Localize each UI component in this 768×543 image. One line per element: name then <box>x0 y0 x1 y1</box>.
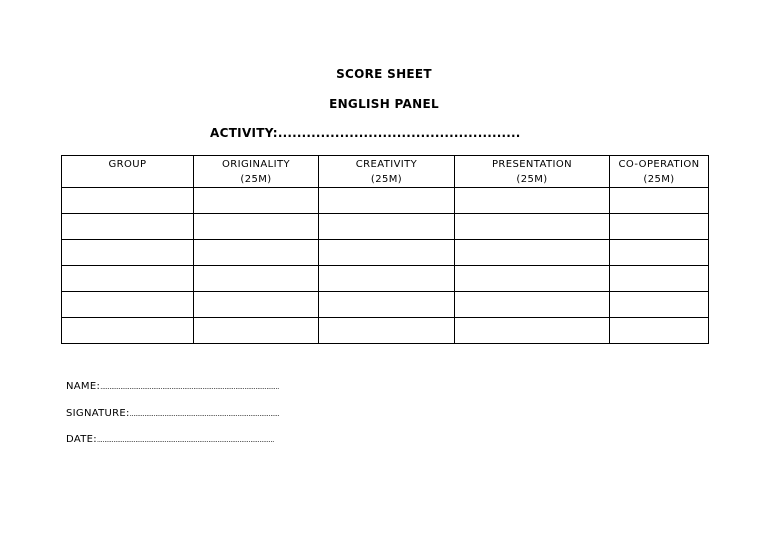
header-line2: (25M) <box>516 174 548 185</box>
page-subtitle: ENGLISH PANEL <box>329 97 439 111</box>
table-cell[interactable] <box>194 266 319 292</box>
header-cooperation <box>610 156 709 188</box>
header-line1: GROUP <box>108 159 147 170</box>
name-label: NAME: <box>66 381 101 392</box>
table-row <box>62 214 709 240</box>
activity-line <box>210 126 521 140</box>
table-cell[interactable] <box>455 318 610 344</box>
table-cell[interactable] <box>62 188 194 214</box>
table-cell[interactable] <box>610 188 709 214</box>
date-field[interactable] <box>66 434 274 445</box>
table-row <box>62 188 709 214</box>
table-cell[interactable] <box>610 318 709 344</box>
page-title: SCORE SHEET <box>336 67 432 81</box>
table-cell[interactable] <box>319 266 455 292</box>
header-line1: CO-OPERATION <box>618 159 700 170</box>
table-cell[interactable] <box>610 292 709 318</box>
table-cell[interactable] <box>455 266 610 292</box>
table-cell[interactable] <box>610 240 709 266</box>
table-cell[interactable] <box>62 318 194 344</box>
table-cell[interactable] <box>319 188 455 214</box>
table-cell[interactable] <box>62 266 194 292</box>
table-cell[interactable] <box>455 292 610 318</box>
table-cell[interactable] <box>319 240 455 266</box>
table-row <box>62 240 709 266</box>
table-cell[interactable] <box>194 292 319 318</box>
header-originality <box>194 156 319 188</box>
table-cell[interactable] <box>62 292 194 318</box>
activity-fill: ................................................... <box>277 126 521 140</box>
table-cell[interactable] <box>62 240 194 266</box>
table-cell[interactable] <box>455 240 610 266</box>
header-line2: (25M) <box>370 174 403 185</box>
signature-field[interactable] <box>66 408 279 419</box>
table-cell[interactable] <box>610 214 709 240</box>
table-cell[interactable] <box>319 292 455 318</box>
table-cell[interactable] <box>455 214 610 240</box>
header-row <box>62 156 709 188</box>
date-label: DATE: <box>66 434 97 445</box>
header-line2: (25M) <box>240 174 272 185</box>
table-cell[interactable] <box>194 318 319 344</box>
header-line1: ORIGINALITY <box>222 159 290 170</box>
table-row <box>62 318 709 344</box>
header-line2: (25M) <box>643 174 675 185</box>
name-field[interactable] <box>66 381 279 392</box>
table-row <box>62 266 709 292</box>
table-cell[interactable] <box>194 240 319 266</box>
header-presentation <box>455 156 610 188</box>
table-cell[interactable] <box>194 188 319 214</box>
table-row <box>62 292 709 318</box>
activity-label: ACTIVITY: <box>210 126 278 140</box>
date-fill: ................................................................................................. <box>96 436 274 444</box>
table-cell[interactable] <box>455 188 610 214</box>
table-cell[interactable] <box>62 214 194 240</box>
table-cell[interactable] <box>319 214 455 240</box>
header-line1: PRESENTATION <box>491 159 573 170</box>
name-fill: .................................................................................................. <box>100 383 280 391</box>
header-line1: CREATIVITY <box>355 159 418 170</box>
signature-fill: .................................................................................. <box>129 410 280 418</box>
header-creativity <box>319 156 455 188</box>
signature-label: SIGNATURE: <box>66 408 130 419</box>
table-cell[interactable] <box>319 318 455 344</box>
table-cell[interactable] <box>194 214 319 240</box>
header-group <box>62 156 194 188</box>
table-cell[interactable] <box>610 266 709 292</box>
score-table <box>61 155 709 344</box>
